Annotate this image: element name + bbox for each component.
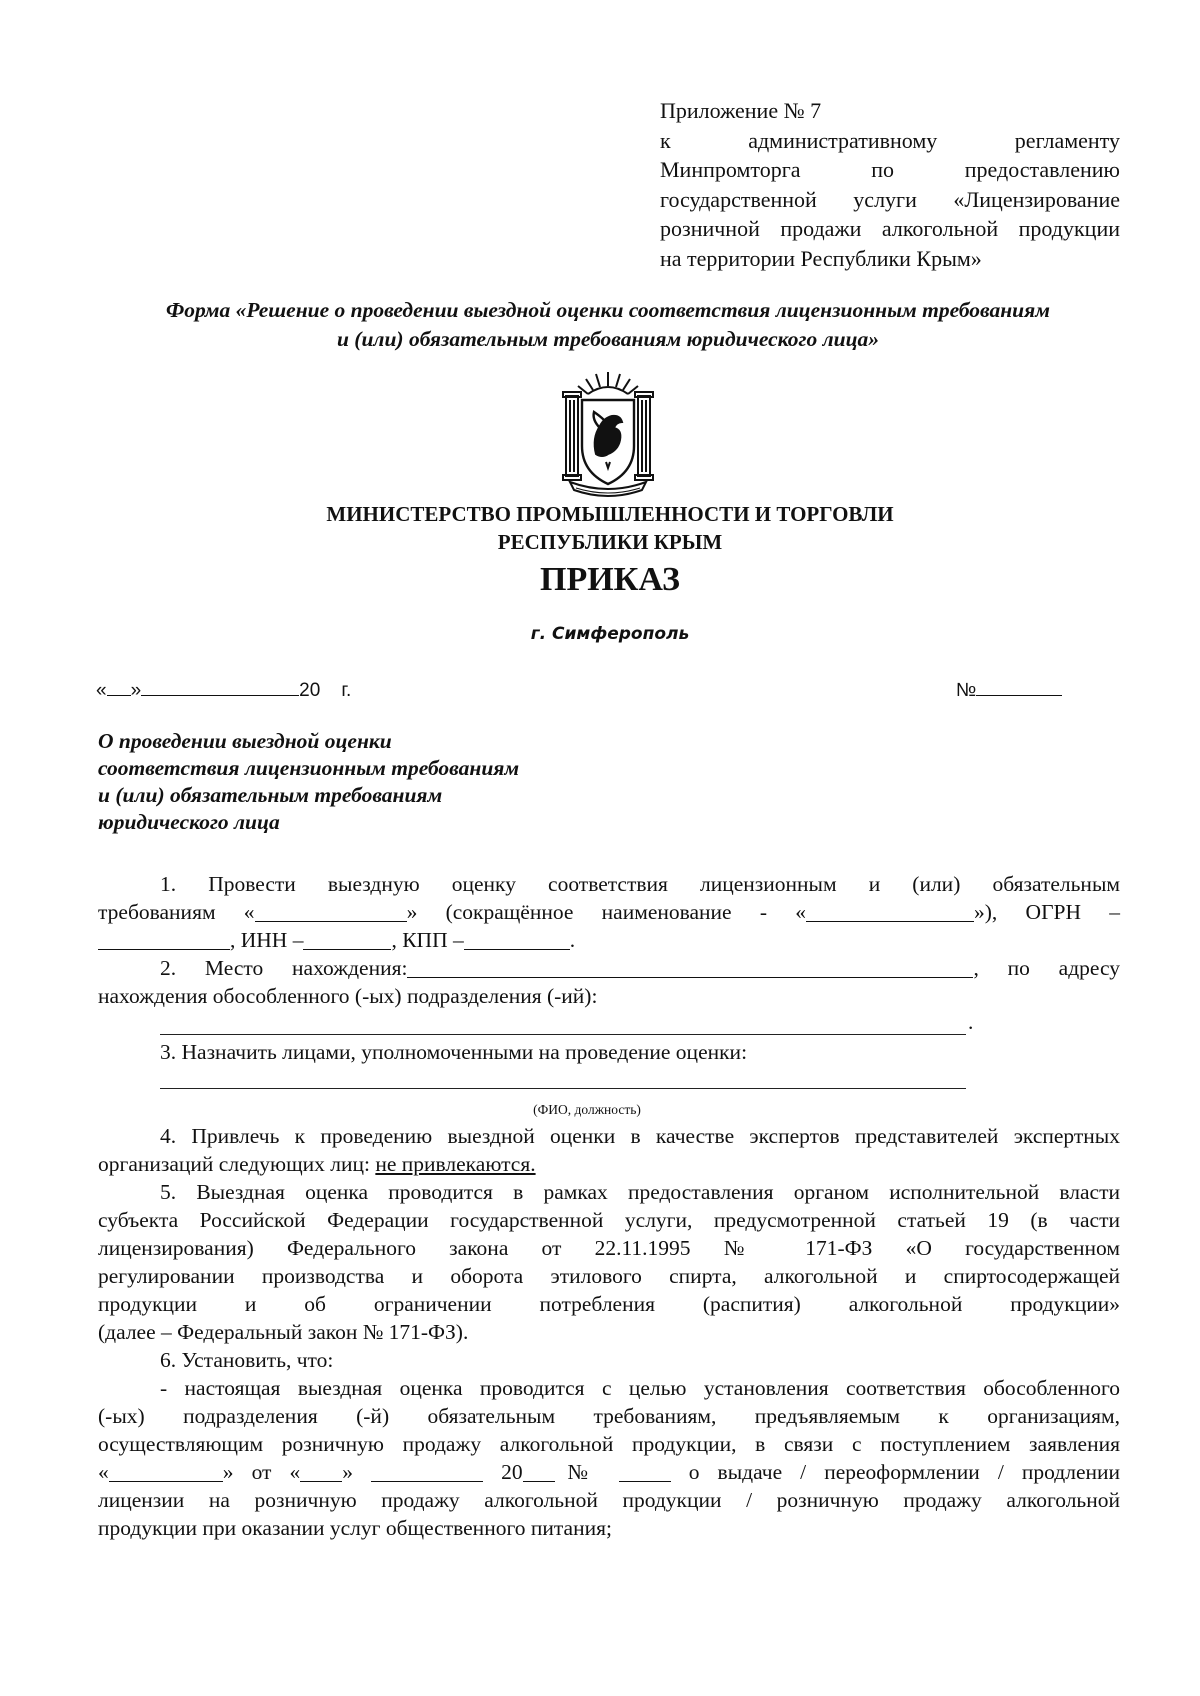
item-6-line: продукции при оказании услуг общественного питания; [98, 1516, 612, 1540]
date-close-quote: » [130, 680, 142, 701]
ogrn-blank [98, 929, 230, 950]
order-number-field [956, 677, 1062, 702]
subdivision-address-line [160, 1034, 966, 1035]
subject-line: О проведении выездной оценки [98, 729, 392, 753]
item-6-line: 6. Установить, что: [160, 1348, 334, 1372]
full-name-blank [255, 901, 407, 922]
item-5-line: (далее – Федеральный закон № 171-ФЗ). [98, 1320, 469, 1344]
ministry-name-line: РЕСПУБЛИКИ КРЫМ [497, 530, 723, 554]
item-1-line: , ИНН – , КПП – . [98, 926, 1120, 954]
appendix-number: Приложение № 7 [660, 98, 822, 123]
item-4-line: организаций следующих лиц: не привлекаются. [98, 1152, 536, 1176]
item-6-line: лицензии на розничную продажу алкогольной продукции / розничную продажу алкогольной [98, 1488, 1120, 1512]
app-month-blank [371, 1461, 483, 1482]
date-open-quote: « [96, 680, 107, 701]
item-5-line: продукции и об ограничении потребления (распития) алкогольной продукции» [98, 1292, 1120, 1316]
order-subject [98, 728, 519, 836]
day-blank [107, 677, 131, 696]
app-day-blank [300, 1461, 342, 1482]
crimea-coat-of-arms-icon [556, 368, 660, 500]
number-blank [976, 677, 1062, 696]
month-blank [141, 677, 299, 696]
date-field [96, 677, 351, 702]
items-4-6 [98, 1122, 1120, 1542]
item-6-line: (-ых) подразделения (-й) обязательным требованиям, предъявляемым к организациям, [98, 1404, 1120, 1428]
item-1-line: 1. Провести выездную оценку соответствия лицензионным и (или) обязательным [160, 872, 1120, 896]
location-blank [407, 957, 973, 978]
item-6-line: осуществляющим розничную продажу алкогольной продукции, в связи с поступлением заявления [98, 1432, 1120, 1456]
item-3-line: 3. Назначить лицами, уполномоченными на проведение оценки: [160, 1040, 748, 1064]
item-3 [98, 1038, 1120, 1066]
no-experts-value: не привлекаются. [375, 1152, 536, 1176]
item-5-line: регулировании производства и оборота этилового спирта, алкогольной и спиртосодержащей [98, 1264, 1120, 1288]
applicant-blank [109, 1461, 223, 1482]
item-2 [98, 954, 1120, 1010]
short-name-blank [806, 901, 974, 922]
item-5-line: лицензирования) Федерального закона от 22.11.1995 № 171-ФЗ «О государственном [98, 1236, 1120, 1260]
ministry-name-line: МИНИСТЕРСТВО ПРОМЫШЛЕННОСТИ И ТОРГОВЛИ [326, 502, 894, 526]
subject-line: и (или) обязательным требованиям [98, 783, 443, 807]
item-2-line: нахождения обособленного (-ых) подразделения (-ий): [98, 984, 598, 1008]
appendix-text-line: к административному регламенту [660, 127, 1120, 153]
item-2-line: 2. Место нахождения: , по адресу [160, 956, 1120, 980]
appendix-block [660, 96, 1120, 273]
year-prefix: 20 [299, 680, 321, 701]
item-5-line: 5. Выездная оценка проводится в рамках предоставления органом исполнительной власти [160, 1180, 1120, 1204]
item-5-line: субъекта Российской Федерации государственной услуги, предусмотренной статьей 19 (в части [98, 1208, 1120, 1232]
appendix-text-line: розничной продажи алкогольной продукции [660, 216, 1120, 241]
year-suffix: г. [341, 680, 352, 701]
app-number-blank [619, 1461, 671, 1482]
inspectors-line [160, 1088, 966, 1089]
appendix-text-line: Минпромторга по предоставлению [660, 157, 1120, 182]
kpp-blank [464, 929, 570, 950]
item-1 [98, 870, 1120, 954]
subject-line: соответствия лицензионным требованиям [98, 756, 520, 780]
appendix-text-line: на территории Республики Крым» [660, 245, 982, 271]
item-6-line: « » от « » 20 № о выдаче / переоформлении / продлении [98, 1460, 1121, 1484]
ministry-name [200, 500, 1020, 556]
form-title-line: и (или) обязательным требованиям юридического лица» [336, 327, 880, 351]
city-label: г. Симферополь [530, 624, 690, 644]
item-1-line: требованиям « » (сокращённое наименование - « »), ОГРН – [98, 900, 1120, 924]
item-6-line: - настоящая выездная оценка проводится с целью установления соответствия обособленного [160, 1376, 1120, 1400]
number-label: № [956, 680, 977, 701]
app-year-blank [523, 1461, 555, 1482]
item-2-end: . [968, 1010, 974, 1034]
inspectors-caption: (ФИО, должность) [533, 1102, 641, 1117]
form-title-line: Форма «Решение о проведении выездной оценки соответствия лицензионным требованиям [166, 298, 1050, 322]
inn-blank [303, 929, 391, 950]
subject-line: юридического лица [98, 810, 280, 834]
document-type-title: ПРИКАЗ [540, 561, 680, 598]
appendix-text-line: государственной услуги «Лицензирование [660, 186, 1120, 212]
form-title [96, 296, 1120, 354]
item-4-line: 4. Привлечь к проведению выездной оценки в качестве экспертов представителей экспертных [160, 1124, 1120, 1148]
